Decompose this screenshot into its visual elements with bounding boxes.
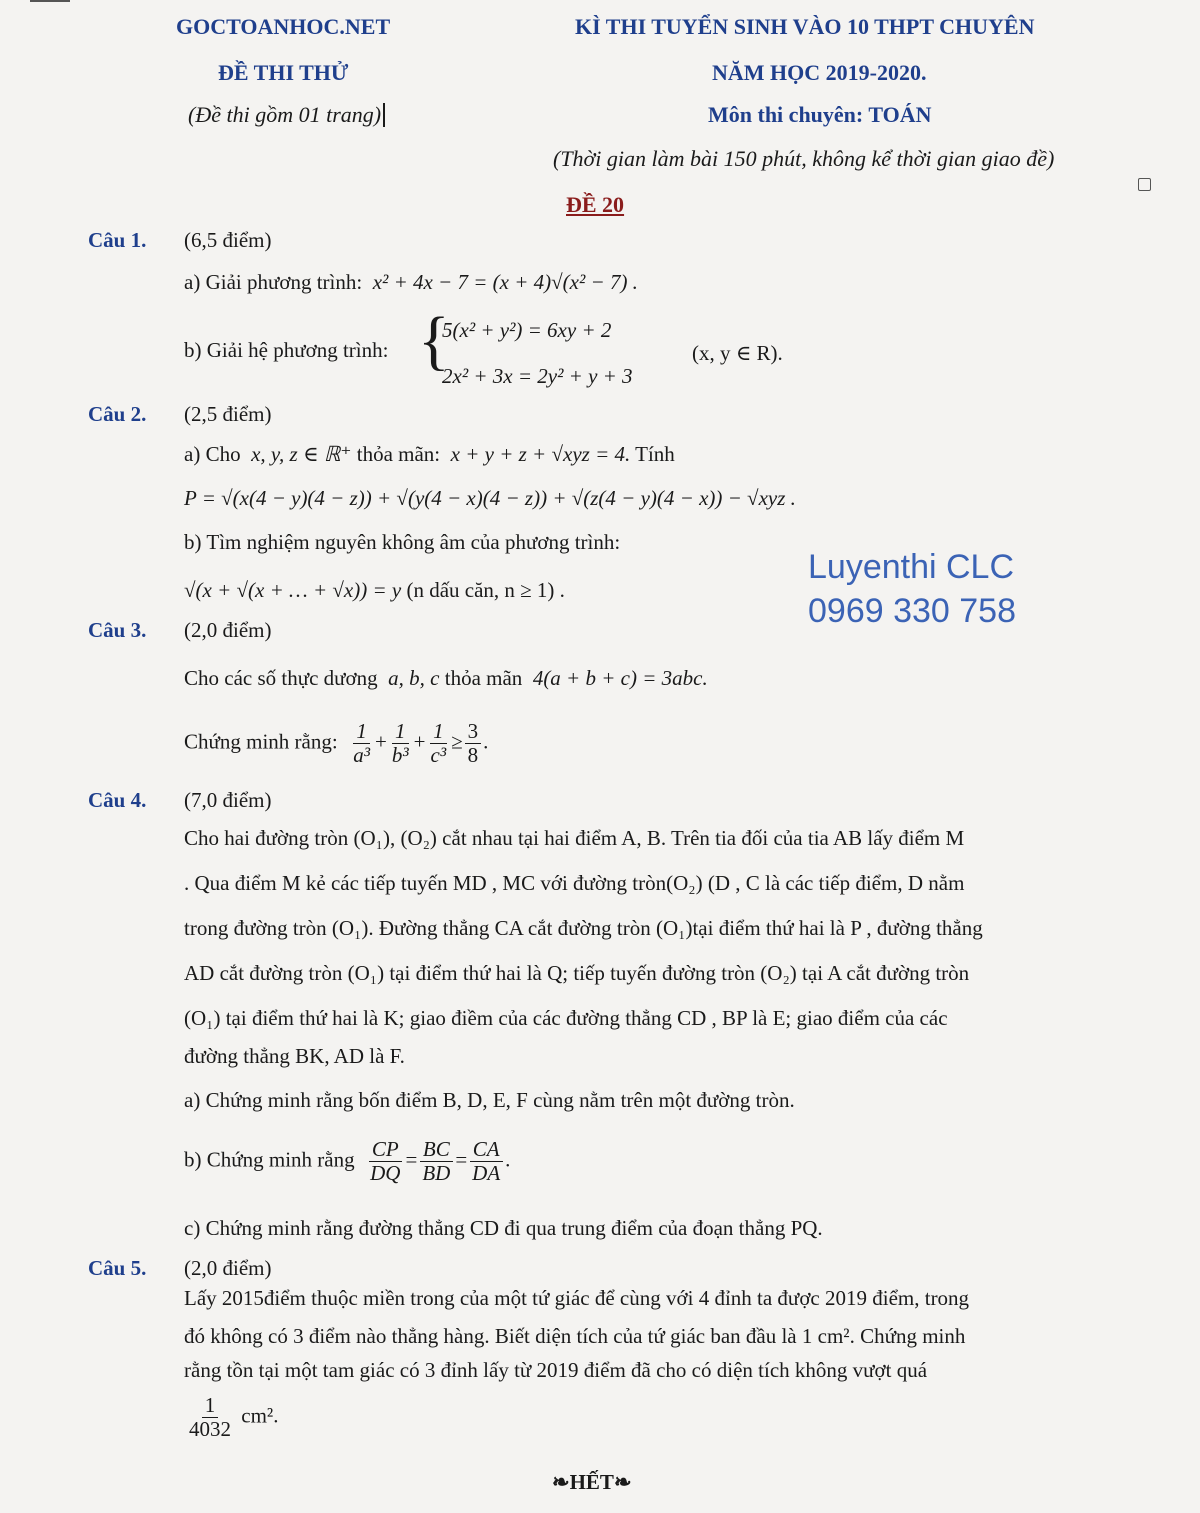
fraction: $\frac{1}{\text{c³}}$ — [430, 719, 447, 768]
q4-part-a: a) Chứng minh rằng bốn điểm B, D, E, F cùng nằm trên một đường tròn. — [184, 1088, 795, 1112]
question-1-points: (6,5 điểm) — [184, 228, 272, 252]
q3-line1: Cho các số thực dương a, b, c thỏa mãn 4(a + b + c) = 3abc. — [184, 666, 708, 690]
q4-part-c: c) Chứng minh rằng đường thẳng CD đi qua trung điểm của đoạn thẳng PQ. — [184, 1216, 823, 1240]
q4-line2: . Qua điểm M kẻ các tiếp tuyến MD , MC với đường tròn(O₂) (D , C là các tiếp điểm, D nằm — [184, 871, 965, 895]
pages-note: (Đề thi gồm 01 trang) — [188, 102, 385, 128]
time-note: (Thời gian làm bài 150 phút, không kể thời gian giao đề) — [553, 146, 1055, 171]
q2-part-a-line2: P = √(x(4 − y)(4 − z)) + √(y(4 − x)(4 − z)) + √(z(4 − y)(4 − x)) − √xyz . — [184, 486, 796, 510]
exam-title: KÌ THI TUYỂN SINH VÀO 10 THPT CHUYÊN — [575, 14, 1035, 39]
question-4-label: Câu 4. — [88, 788, 147, 812]
fraction: $\frac{CP}{DQ}$ — [370, 1137, 401, 1186]
q5-line3: rằng tồn tại một tam giác có 3 đỉnh lấy từ 2019 điểm đã cho có diện tích không vượt quá — [184, 1358, 928, 1382]
fraction: $\frac{3}{8}$ — [465, 720, 482, 767]
checkbox-icon[interactable] — [1138, 178, 1151, 191]
q4-line5: (O₁) tại điểm thứ hai là K; giao điềm của các đường thẳng CD , BP là E; giao điểm của các — [184, 1006, 948, 1030]
question-3-label: Câu 3. — [88, 618, 147, 642]
end-marker: ❧HẾT❧ — [552, 1470, 632, 1494]
q1-part-a: a) Giải phương trình: x² + 4x − 7 = (x + 4)√(x² − 7) . — [184, 270, 638, 294]
q2-part-b-line1: b) Tìm nghiệm nguyên không âm của phương trình: — [184, 530, 621, 554]
q1-system-eq2: 2x² + 3x = 2y² + y + 3 — [442, 364, 633, 388]
q4-line6: đường thẳng BK, AD là F. — [184, 1044, 405, 1068]
text-cursor — [383, 103, 385, 127]
q4-line1: Cho hai đường tròn (O₁), (O₂) cắt nhau tại hai điểm A, B. Trên tia đối của tia AB lấy điểm M — [184, 826, 965, 850]
question-5-points: (2,0 điểm) — [184, 1256, 272, 1280]
exam-code: ĐỀ 20 — [566, 192, 625, 217]
question-2-label: Câu 2. — [88, 402, 147, 426]
watermark-brand: Luyenthi CLC — [808, 548, 1015, 586]
trial-label: ĐỀ THI THỬ — [218, 60, 349, 85]
q1-domain: (x, y ∈ R). — [692, 341, 783, 365]
watermark-phone: 0969 330 758 — [808, 592, 1016, 630]
question-3-points: (2,0 điểm) — [184, 618, 272, 642]
question-4-points: (7,0 điểm) — [184, 788, 272, 812]
q5-line2: đó không có 3 điểm nào thẳng hàng. Biết diện tích của tứ giác ban đầu là 1 cm². Chứng minh — [184, 1324, 966, 1348]
q4-line4: AD cắt đường tròn (O₁) tại điểm thứ hai là Q; tiếp tuyến đường tròn (O₂) tại A cắt đường tròn — [184, 961, 970, 985]
fraction: $\frac{CA}{DA}$ — [469, 1138, 503, 1185]
q2-part-b-line2: √(x + √(x + … + √x)) = y (n dấu căn, n ≥ 1) . — [184, 578, 565, 602]
question-5-label: Câu 5. — [88, 1256, 147, 1280]
q3-line2: Chứng minh rằng: $\frac{1}{\text{a³}}$ + $\frac{1}{\text{b³}}$ + $\frac{1}{\text{c³}}$ ≥ $\frac{3}{8}$ . — [184, 719, 489, 768]
q1-system-eq1: 5(x² + y²) = 6xy + 2 — [442, 318, 612, 342]
q5-line1: Lấy 2015điểm thuộc miền trong của một tứ giác để cùng với 4 đỉnh ta được 2019 điểm, trong — [184, 1286, 970, 1310]
q4-part-b: b) Chứng minh rằng $\frac{CP}{DQ}$ = $\frac{BC}{BD}$ = $\frac{CA}{DA}$ . — [184, 1137, 511, 1186]
question-1-label: Câu 1. — [88, 228, 147, 252]
q4-line3: trong đường tròn (O₁). Đường thẳng CA cắt đường tròn (O₁)tại điểm thứ hai là P , đường thẳng — [184, 916, 983, 940]
fraction: $\frac{1}{\text{b³}}$ — [391, 719, 409, 768]
fraction: $\frac{1}{\text{a³}}$ — [353, 719, 371, 768]
subject: Môn thi chuyên: TOÁN — [708, 102, 932, 127]
q2-part-a-line1: a) Cho x, y, z ∈ ℝ⁺ thỏa mãn: x + y + z + √xyz = 4. Tính — [184, 442, 675, 466]
site-name: GOCTOANHOC.NET — [176, 14, 391, 39]
question-2-points: (2,5 điểm) — [184, 402, 272, 426]
q5-fraction-line: $\frac{1}{4032}$ cm². — [184, 1394, 278, 1441]
fraction: $\frac{BC}{BD}$ — [419, 1138, 453, 1185]
q1-part-b-label: b) Giải hệ phương trình: — [184, 338, 389, 362]
system-brace: { — [418, 304, 450, 377]
school-year: NĂM HỌC 2019-2020. — [712, 60, 927, 85]
top-edge-line — [30, 0, 70, 2]
fraction: $\frac{1}{4032}$ — [189, 1393, 231, 1442]
